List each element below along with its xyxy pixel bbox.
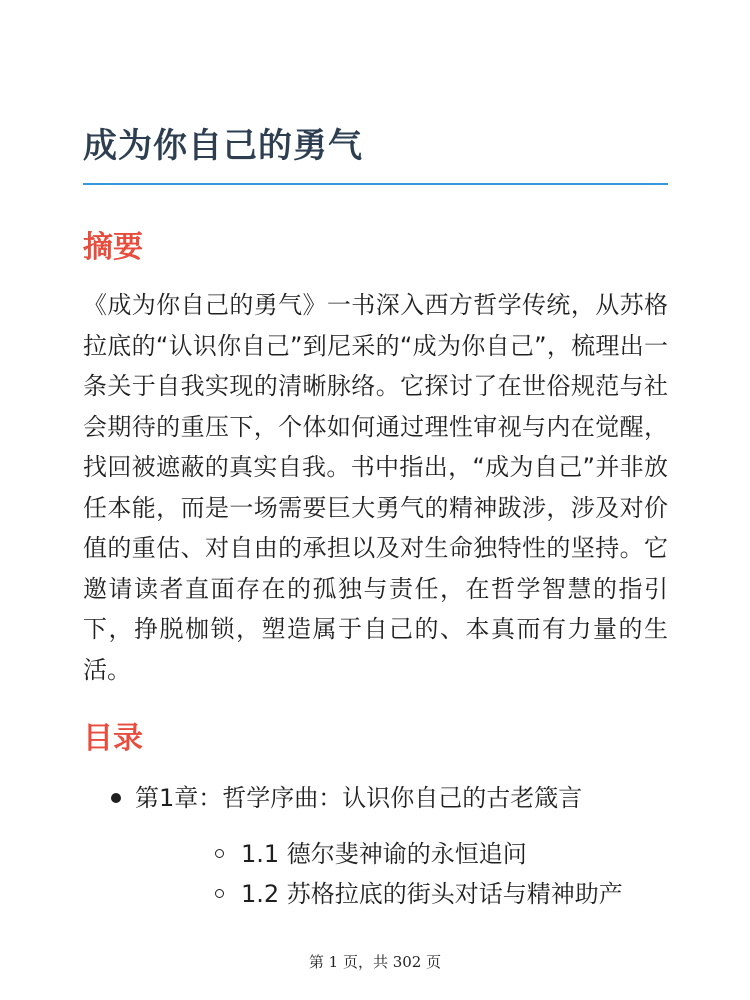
summary-heading: 摘要	[83, 230, 143, 265]
document-title: 成为你自己的勇气	[83, 126, 363, 166]
bullet-circle-icon	[215, 849, 224, 858]
toc-section-list	[135, 834, 668, 914]
toc-section-item	[135, 834, 668, 874]
bullet-dot-icon	[111, 793, 121, 803]
toc-chapter-label: 第1章：哲学序曲：认识你自己的古老箴言	[135, 784, 583, 812]
page-number-footer: 第 1 页，共 302 页	[308, 953, 442, 971]
bullet-circle-icon	[215, 889, 224, 898]
toc-section-item	[135, 874, 668, 914]
toc-chapter-item	[83, 778, 668, 914]
summary-paragraph: 《成为你自己的勇气》一书深入西方哲学传统，从苏格拉底的“认识你自己”到尼采的“成为你自己”，梳理出一条关于自我实现的清晰脉络。它探讨了在世俗规范与社会期待的重压下，个体如何通过理性审视与内在觉醒，找回被遮蔽的真实自我。书中指出，“成为自己”并非放任本能，而是一场需要巨大勇气的精神跋涉，涉及对价值的重估、对自由的承担以及对生命独特性的坚持。它邀请读者直面存在的孤独与责任，在哲学智慧的指引下，挣脱枷锁，塑造属于自己的、本真而有力量的生活。	[83, 291, 668, 684]
toc-list	[83, 778, 668, 914]
title-divider	[83, 183, 668, 185]
toc-heading: 目录	[83, 721, 143, 756]
toc-section-label: 1.1 德尔斐神谕的永恒追问	[241, 840, 527, 868]
toc-section-label: 1.2 苏格拉底的街头对话与精神助产	[241, 880, 623, 908]
